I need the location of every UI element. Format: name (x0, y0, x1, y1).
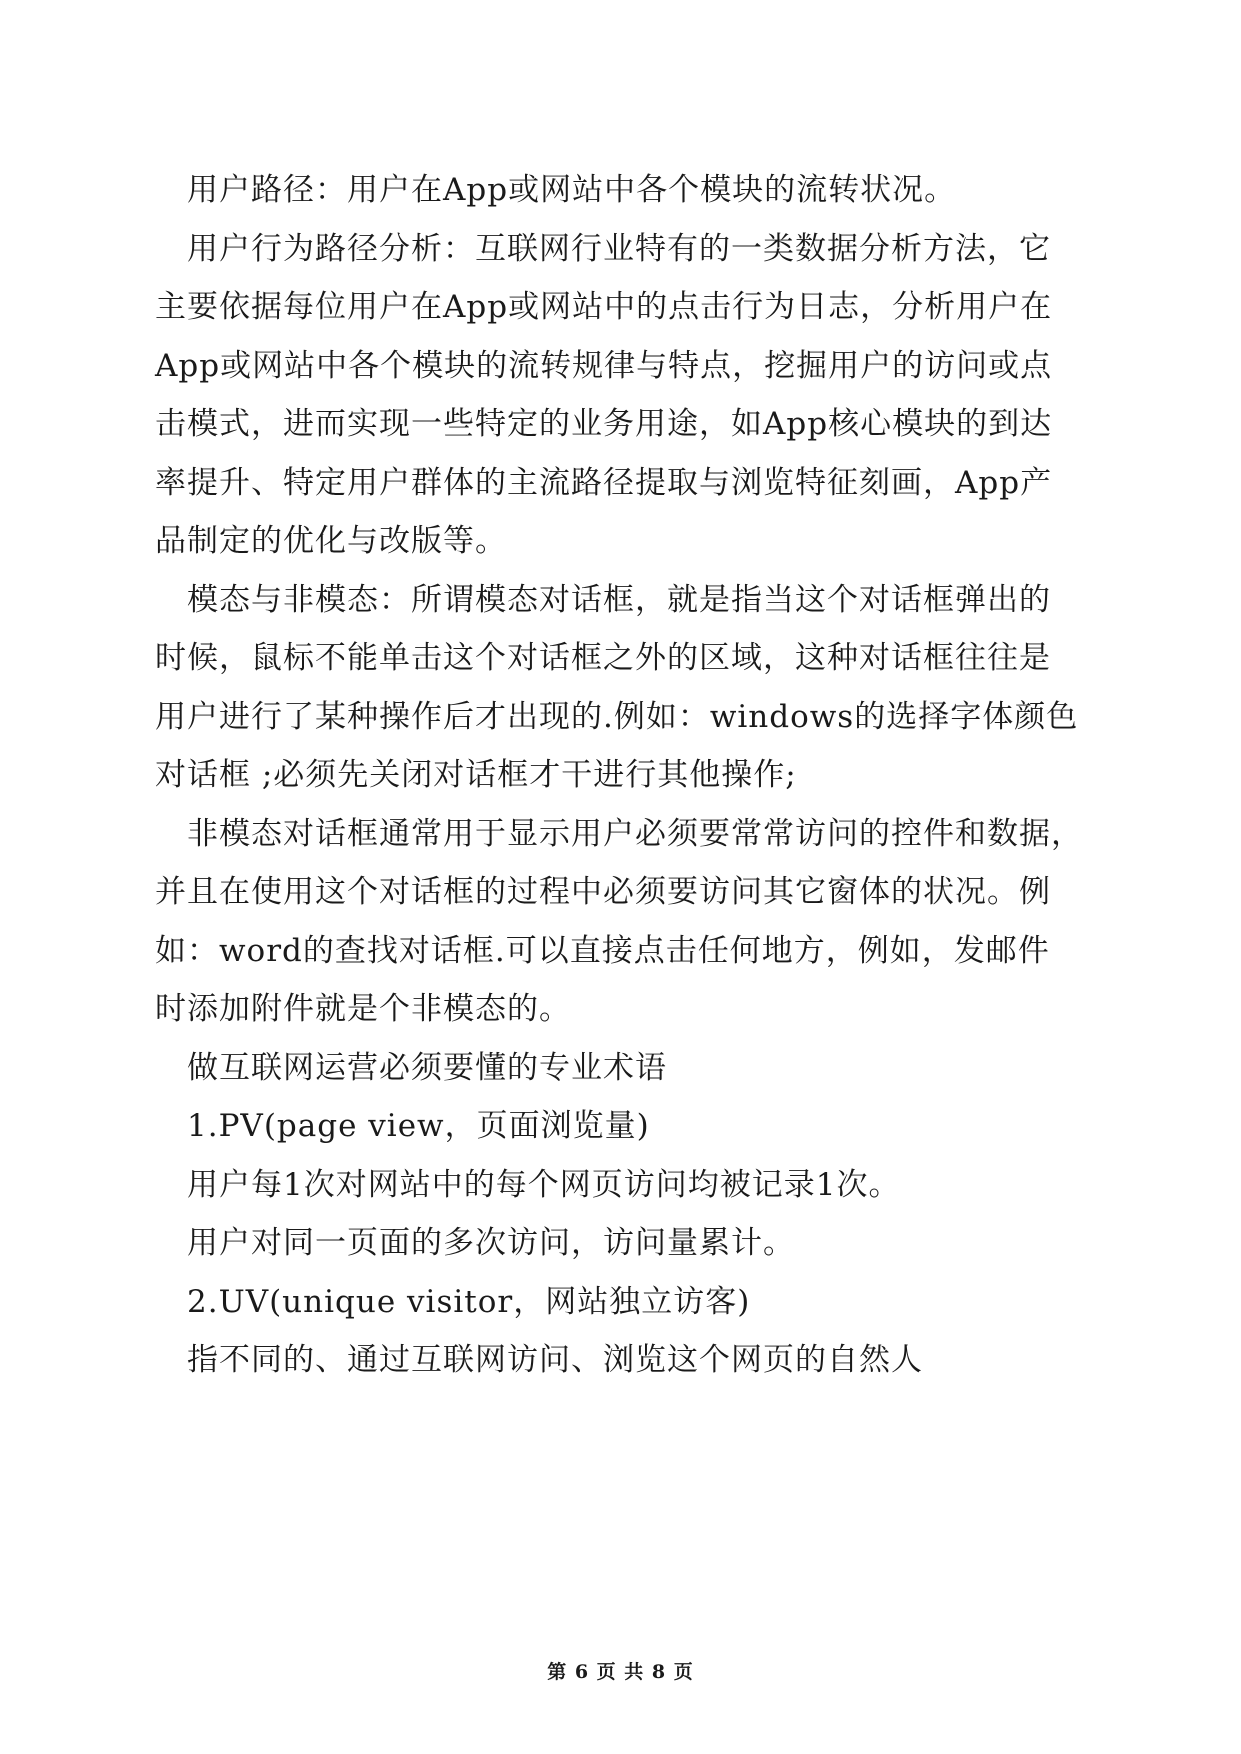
term-heading: 1.PV(page view，页面浏览量) (187, 1108, 650, 1144)
paragraph-line: 用户每1次对网站中的每个网页访问均被记录1次。 (187, 1167, 901, 1203)
paragraph-line: 用户行为路径分析：互联网行业特有的一类数据分析方法，它 (187, 231, 1051, 267)
paragraph-line: 指不同的、通过互联网访问、浏览这个网页的自然人 (187, 1342, 923, 1378)
paragraph-line: App或网站中各个模块的流转规律与特点，挖掘用户的访问或点 (155, 348, 1053, 384)
paragraph-line: 对话框 ;必须先关闭对话框才干进行其他操作; (155, 757, 797, 793)
paragraph-line: 用户进行了某种操作后才出现的.例如：windows的选择字体颜色 (155, 699, 1079, 735)
paragraph-line: 品制定的优化与改版等。 (155, 523, 507, 559)
paragraph-line: 时添加附件就是个非模态的。 (155, 991, 571, 1027)
paragraph-line: 非模态对话框通常用于显示用户必须要常常访问的控件和数据， (187, 816, 1083, 852)
paragraph-line: 并且在使用这个对话框的过程中必须要访问其它窗体的状况。例 (155, 874, 1051, 910)
section-heading: 做互联网运营必须要懂的专业术语 (187, 1050, 667, 1086)
paragraph-line: 如：word的查找对话框.可以直接点击任何地方，例如，发邮件 (155, 933, 1050, 969)
paragraph-line: 主要依据每位用户在App或网站中的点击行为日志，分析用户在 (155, 289, 1053, 325)
paragraph-line: 击模式，进而实现一些特定的业务用途，如App核心模块的到达 (155, 406, 1053, 442)
paragraph-line: 时候，鼠标不能单击这个对话框之外的区域，这种对话框往往是 (155, 640, 1051, 676)
paragraph-line: 率提升、特定用户群体的主流路径提取与浏览特征刻画，App产 (155, 465, 1053, 501)
paragraph-line: 用户对同一页面的多次访问，访问量累计。 (187, 1225, 795, 1261)
page-footer: 第 6 页 共 8 页 (547, 1661, 694, 1683)
term-heading: 2.UV(unique visitor，网站独立访客) (187, 1284, 751, 1320)
paragraph-line: 用户路径：用户在App或网站中各个模块的流转状况。 (187, 172, 957, 208)
paragraph-line: 模态与非模态：所谓模态对话框，就是指当这个对话框弹出的 (187, 582, 1051, 618)
